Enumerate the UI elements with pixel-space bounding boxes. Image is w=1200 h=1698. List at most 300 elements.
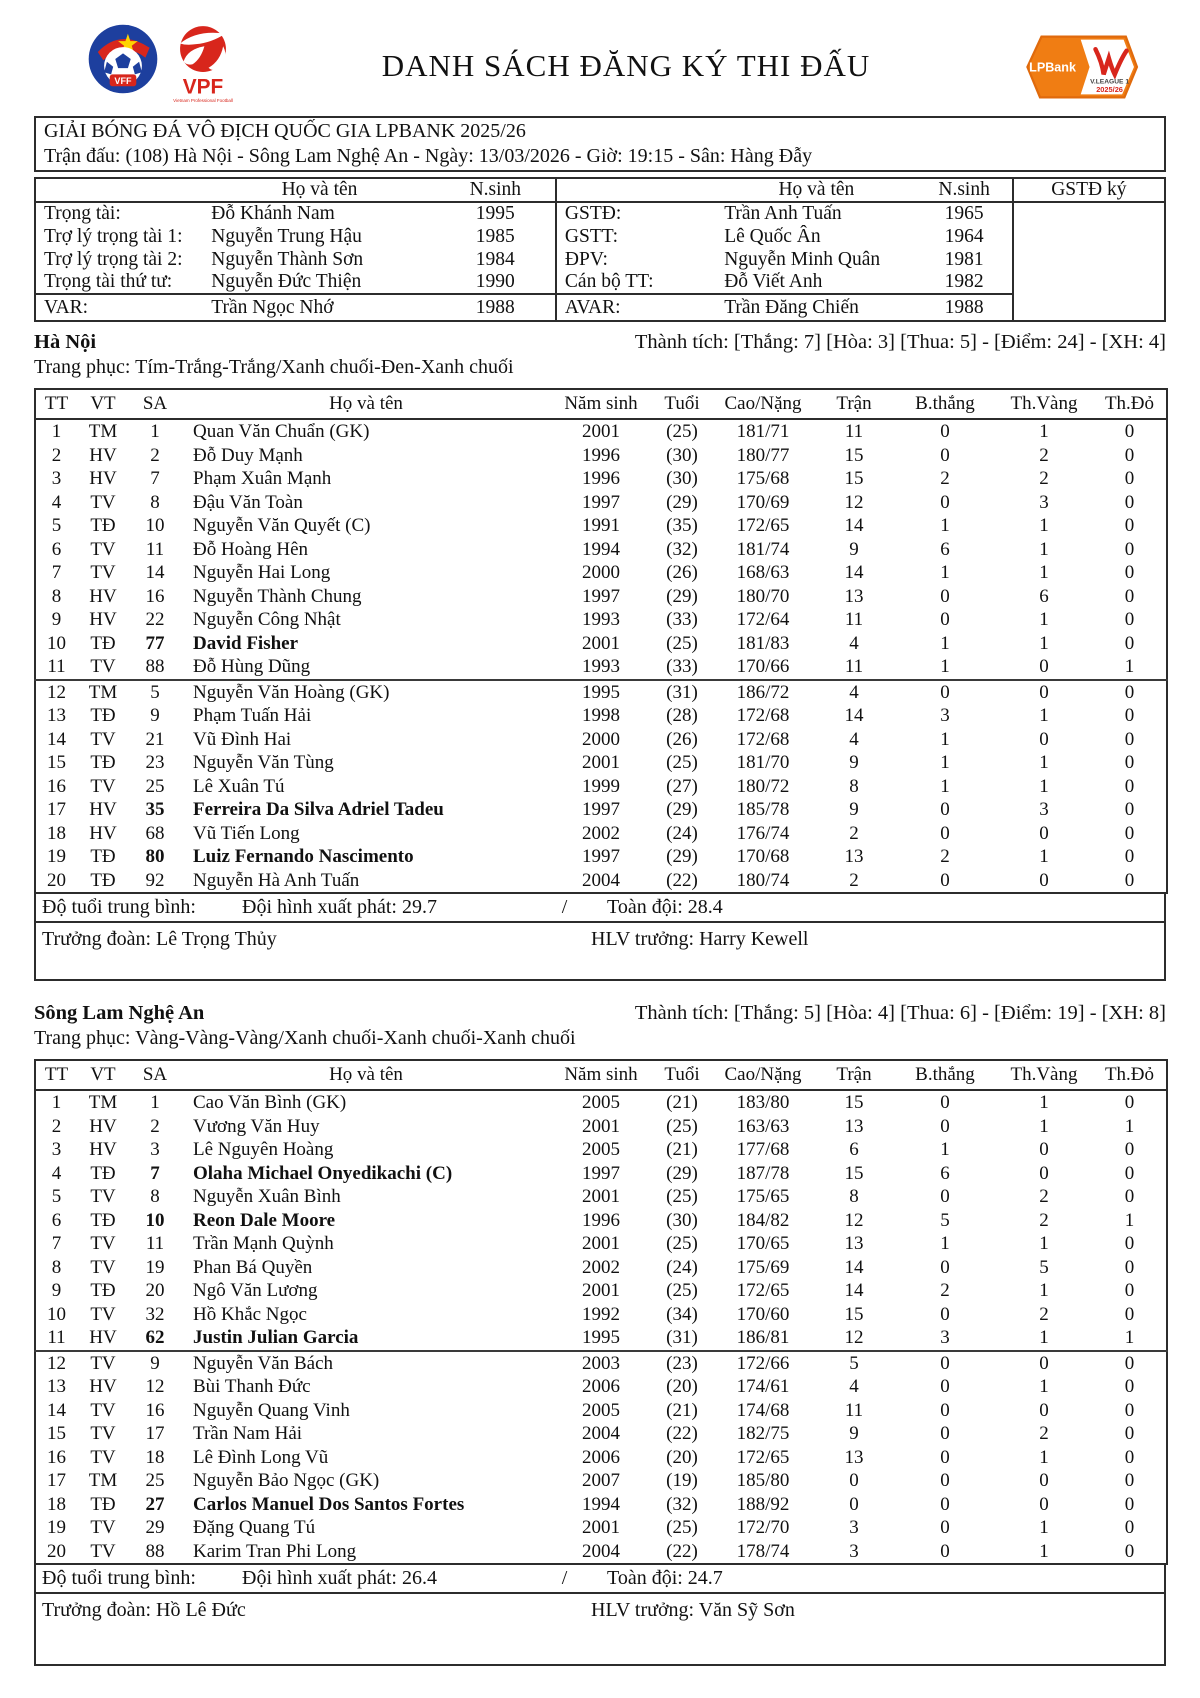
player-vt: TĐ xyxy=(90,1493,116,1515)
player-tt: 4 xyxy=(51,1162,62,1184)
player-goals: 1 xyxy=(940,515,950,536)
player-hw: 175/65 xyxy=(736,1186,790,1207)
player-goals: 0 xyxy=(940,869,950,891)
player-vt: TĐ xyxy=(90,752,116,773)
col-header: VT xyxy=(77,1060,129,1090)
player-sa: 14 xyxy=(145,562,165,583)
player-goals: 0 xyxy=(940,1423,950,1444)
player-red: 0 xyxy=(1124,1186,1135,1207)
player-matches: 15 xyxy=(844,1092,864,1113)
official-born: 1964 xyxy=(944,225,984,247)
player-red: 0 xyxy=(1124,822,1135,844)
player-tt: 7 xyxy=(51,1233,62,1254)
avg-age-xi: Đội hình xuất phát: 26.4 xyxy=(242,1567,437,1589)
player-sa: 3 xyxy=(150,1139,160,1160)
roster-table xyxy=(34,388,1168,894)
player-vt: TV xyxy=(90,1399,116,1421)
player-name: Nguyễn Văn Quyết (C) xyxy=(193,515,371,536)
player-hw: 170/69 xyxy=(736,491,790,513)
player-sa: 12 xyxy=(145,1376,165,1397)
player-matches: 14 xyxy=(844,705,864,726)
player-sa: 9 xyxy=(150,705,160,726)
player-name: Đỗ Duy Mạnh xyxy=(193,444,303,466)
player-tt: 9 xyxy=(51,1280,62,1301)
official-born: 1965 xyxy=(944,203,984,224)
player-red: 0 xyxy=(1124,1162,1135,1184)
player-matches: 6 xyxy=(849,1139,859,1160)
player-born: 1995 xyxy=(582,1327,620,1348)
player-matches: 9 xyxy=(849,1423,859,1444)
player-goals: 3 xyxy=(940,705,950,726)
player-age: (29) xyxy=(666,799,698,820)
player-age: (33) xyxy=(666,656,698,677)
player-yellow: 1 xyxy=(1039,421,1049,442)
player-yellow: 2 xyxy=(1039,1186,1049,1207)
player-age: (25) xyxy=(666,752,698,773)
player-row xyxy=(35,1256,1167,1280)
player-age: (25) xyxy=(666,1517,698,1538)
player-row xyxy=(35,680,1167,705)
player-born: 2001 xyxy=(582,1233,620,1254)
player-yellow: 0 xyxy=(1039,1139,1049,1160)
official-name: Lê Quốc Ân xyxy=(724,225,821,247)
player-tt: 3 xyxy=(51,468,62,489)
player-goals: 0 xyxy=(940,799,950,820)
player-yellow: 2 xyxy=(1039,1423,1049,1444)
league-badge xyxy=(1014,14,1166,109)
page-title: DANH SÁCH ĐĂNG KÝ THI ĐẤU xyxy=(381,48,871,83)
avg-age-label: Độ tuổi trung bình: xyxy=(42,1567,196,1589)
player-vt: TV xyxy=(90,1233,116,1254)
player-born: 2001 xyxy=(582,421,620,442)
player-red: 0 xyxy=(1124,705,1135,726)
player-row xyxy=(35,1375,1167,1399)
player-red: 0 xyxy=(1124,846,1135,867)
player-name: Nguyễn Bảo Ngọc (GK) xyxy=(193,1470,380,1491)
officials-row xyxy=(35,248,1165,271)
spacer-cell xyxy=(556,178,716,202)
player-sa: 92 xyxy=(145,869,165,891)
player-born: 1997 xyxy=(582,846,620,867)
player-hw: 170/65 xyxy=(736,1233,790,1254)
col-name-header: Họ và tên xyxy=(716,178,916,202)
player-tt: 19 xyxy=(47,1517,66,1538)
player-born: 2001 xyxy=(582,632,620,654)
player-tt: 15 xyxy=(47,752,66,773)
player-yellow: 3 xyxy=(1039,799,1049,820)
col-header: Họ và tên xyxy=(181,1060,551,1090)
federation-logos xyxy=(34,14,238,106)
player-goals: 0 xyxy=(940,585,950,607)
player-goals: 1 xyxy=(940,1233,950,1254)
avg-age-all: Toàn đội: 24.7 xyxy=(607,1567,723,1589)
vpf-subtitle: Vietnam Professional Football xyxy=(173,97,233,103)
player-red: 0 xyxy=(1124,585,1135,607)
player-red: 0 xyxy=(1124,562,1135,583)
player-tt: 19 xyxy=(47,846,66,867)
official-born: 1995 xyxy=(475,203,515,224)
col-header: Năm sinh xyxy=(551,1060,651,1090)
player-hw: 186/72 xyxy=(713,680,813,705)
player-goals: 0 xyxy=(940,1540,950,1562)
player-hw: 176/74 xyxy=(736,822,790,844)
player-red: 0 xyxy=(1124,1233,1135,1254)
player-yellow: 0 xyxy=(1039,656,1049,677)
avg-age-label: Độ tuổi trung bình: xyxy=(42,896,196,918)
player-name: Nguyễn Quang Vinh xyxy=(193,1399,350,1421)
player-tt: 14 xyxy=(47,728,66,750)
official-role: Trọng tài: xyxy=(44,203,121,224)
player-row xyxy=(35,514,1167,538)
col-sign-header: GSTĐ ký xyxy=(1013,178,1165,202)
official-role: Trợ lý trọng tài 2: xyxy=(44,248,183,270)
player-vt: TV xyxy=(90,1256,116,1278)
player-hw: 178/74 xyxy=(736,1540,790,1562)
player-goals: 0 xyxy=(940,491,950,513)
player-hw: 187/78 xyxy=(736,1162,790,1184)
player-matches: 14 xyxy=(844,1280,864,1301)
player-sa: 77 xyxy=(145,632,165,654)
player-goals: 0 xyxy=(940,1493,950,1515)
document-header xyxy=(34,14,1166,114)
player-yellow: 0 xyxy=(1039,1470,1049,1491)
player-age: (20) xyxy=(666,1376,698,1397)
player-name: Nguyễn Hà Anh Tuấn xyxy=(193,869,360,891)
player-age: (19) xyxy=(666,1470,698,1491)
player-born: 1993 xyxy=(582,656,620,677)
team-kit: Trang phục: Tím-Trắng-Trắng/Xanh chuối-Đen-Xanh chuối xyxy=(34,356,514,378)
player-sa: 22 xyxy=(145,609,165,630)
player-goals: 0 xyxy=(940,1376,950,1397)
player-yellow: 1 xyxy=(1039,775,1049,797)
player-row xyxy=(35,1232,1167,1256)
player-matches: 2 xyxy=(849,869,859,891)
player-tt: 6 xyxy=(51,1209,62,1231)
player-vt: HV xyxy=(89,585,117,607)
player-row xyxy=(35,491,1167,515)
player-matches: 8 xyxy=(849,1186,859,1207)
player-name: Vũ Đình Hai xyxy=(193,728,292,750)
player-row xyxy=(35,751,1167,775)
official-role: Trợ lý trọng tài 1: xyxy=(44,225,183,247)
player-matches: 13 xyxy=(844,1446,864,1468)
avg-age-all: Toàn đội: 28.4 xyxy=(607,896,723,918)
player-matches: 13 xyxy=(844,846,864,867)
player-goals: 0 xyxy=(940,609,950,630)
player-red: 0 xyxy=(1124,538,1135,560)
player-hw: 185/80 xyxy=(736,1470,790,1491)
player-age: (25) xyxy=(666,421,698,442)
col-header: Th.Vàng xyxy=(995,389,1093,419)
player-vt: TĐ xyxy=(90,1209,116,1231)
player-vt: TĐ xyxy=(90,632,116,654)
player-sa: 10 xyxy=(145,1209,165,1231)
player-name: Justin Julian Garcia xyxy=(193,1327,359,1348)
player-vt: HV xyxy=(89,468,117,489)
player-goals: 0 xyxy=(940,1092,950,1113)
player-red: 0 xyxy=(1124,515,1135,536)
player-goals: 0 xyxy=(940,1470,950,1491)
player-goals: 0 xyxy=(940,1399,950,1421)
player-matches: 15 xyxy=(844,468,864,489)
player-red: 0 xyxy=(1124,632,1135,654)
avg-age-box xyxy=(34,894,1166,923)
col-header: TT xyxy=(35,1060,77,1090)
official-name: Đỗ Khánh Nam xyxy=(211,203,335,224)
player-red: 0 xyxy=(1124,752,1135,773)
player-hw: 181/74 xyxy=(736,538,790,560)
officials-row xyxy=(35,225,1165,248)
team-section-slna xyxy=(34,1002,1166,1666)
player-name: Cao Văn Bình (GK) xyxy=(193,1092,347,1113)
player-hw: 183/80 xyxy=(736,1092,790,1113)
player-born: 2002 xyxy=(582,1256,620,1278)
player-vt: HV xyxy=(89,444,117,466)
player-tt: 17 xyxy=(47,799,66,820)
player-goals: 0 xyxy=(940,1256,950,1278)
player-matches: 9 xyxy=(849,799,859,820)
col-born-header: N.sinh xyxy=(436,178,556,202)
player-vt: TM xyxy=(77,680,129,705)
team-name: Sông Lam Nghệ An xyxy=(34,1002,205,1024)
player-matches: 15 xyxy=(844,1162,864,1184)
player-hw: 172/66 xyxy=(713,1351,813,1376)
player-red: 1 xyxy=(1124,1209,1135,1231)
player-born: 1996 xyxy=(582,1209,620,1231)
player-hw: 181/71 xyxy=(736,421,790,442)
season-label: 2025/26 xyxy=(1096,85,1123,95)
player-matches: 4 xyxy=(849,728,859,750)
player-born: 1997 xyxy=(582,585,620,607)
player-tt: 12 xyxy=(35,1351,77,1376)
player-sa: 27 xyxy=(145,1493,165,1515)
staff-box xyxy=(34,1594,1166,1666)
player-matches: 12 xyxy=(844,491,864,513)
roster-body xyxy=(35,419,1167,893)
player-hw: 163/63 xyxy=(736,1115,790,1137)
player-age: (21) xyxy=(666,1139,698,1160)
player-sa: 8 xyxy=(150,1186,160,1207)
player-goals: 1 xyxy=(940,562,950,583)
player-hw: 184/82 xyxy=(736,1209,790,1231)
player-row xyxy=(35,1209,1167,1233)
player-vt: TĐ xyxy=(90,1280,116,1301)
player-name: Lê Xuân Tú xyxy=(193,775,285,797)
roster-header-row xyxy=(35,1060,1167,1090)
player-red: 0 xyxy=(1124,1423,1135,1444)
player-hw: 182/75 xyxy=(736,1423,790,1444)
team-record: Thành tích: [Thắng: 7] [Hòa: 3] [Thua: 5] - [Điểm: 24] - [XH: 4] xyxy=(634,331,1166,353)
player-goals: 0 xyxy=(940,421,950,442)
player-age: (21) xyxy=(666,1399,698,1421)
player-age: (25) xyxy=(666,1280,698,1301)
vpf-label: VPF xyxy=(182,75,224,99)
vpf-logo-icon xyxy=(168,24,238,106)
player-tt: 3 xyxy=(51,1139,62,1160)
player-row xyxy=(35,1469,1167,1493)
head-coach: HLV trưởng: Văn Sỹ Sơn xyxy=(591,1599,795,1621)
player-row xyxy=(35,585,1167,609)
player-goals: 0 xyxy=(940,1186,950,1207)
player-hw: 180/72 xyxy=(736,775,790,797)
player-matches: 0 xyxy=(849,1493,859,1515)
player-age: (30) xyxy=(666,468,698,489)
player-tt: 13 xyxy=(47,705,66,726)
player-name: Lê Đình Long Vũ xyxy=(193,1446,329,1468)
player-yellow: 1 xyxy=(1039,1517,1049,1538)
player-name: Nguyễn Thành Chung xyxy=(193,585,362,607)
vff-logo-icon xyxy=(88,24,158,94)
avg-age-xi: Đội hình xuất phát: 29.7 xyxy=(242,896,437,918)
player-tt: 18 xyxy=(47,1493,66,1515)
player-goals: 2 xyxy=(940,846,950,867)
player-vt: HV xyxy=(89,1139,117,1160)
player-vt: TV xyxy=(90,491,116,513)
roster-table xyxy=(34,1059,1168,1565)
player-born: 2006 xyxy=(582,1376,620,1397)
player-yellow: 3 xyxy=(1039,491,1049,513)
player-goals: 3 xyxy=(940,1327,950,1348)
player-yellow: 1 xyxy=(1039,1115,1049,1137)
player-red: 0 xyxy=(1124,491,1135,513)
player-goals: 5 xyxy=(940,1209,950,1231)
player-name: Vương Văn Huy xyxy=(193,1115,320,1137)
player-name: Nguyễn Văn Tùng xyxy=(193,752,334,773)
official-born: 1985 xyxy=(475,225,515,247)
team-section-hanoi xyxy=(34,331,1166,981)
player-hw: 168/63 xyxy=(736,562,790,583)
player-age: (29) xyxy=(666,1162,698,1184)
player-name: Phạm Xuân Mạnh xyxy=(193,468,332,489)
officials-row xyxy=(35,202,1165,225)
player-matches: 15 xyxy=(844,1303,864,1325)
player-sa: 11 xyxy=(145,1233,165,1254)
player-vt: TV xyxy=(90,538,116,560)
player-vt: HV xyxy=(89,609,117,630)
player-row xyxy=(35,1399,1167,1423)
tournament-title: GIẢI BÓNG ĐÁ VÔ ĐỊCH QUỐC GIA LPBANK 2025/26 xyxy=(44,120,526,142)
player-born: 2000 xyxy=(582,562,620,583)
player-born: 2005 xyxy=(582,1139,620,1160)
player-yellow: 1 xyxy=(1039,515,1049,536)
player-yellow: 1 xyxy=(1039,752,1049,773)
player-vt: HV xyxy=(89,799,117,820)
avg-age-box xyxy=(34,1565,1166,1594)
player-row xyxy=(35,775,1167,799)
player-name: Vũ Tiến Long xyxy=(193,822,300,844)
player-matches: 11 xyxy=(844,1399,864,1421)
player-vt: HV xyxy=(89,1115,117,1137)
player-sa: 2 xyxy=(150,444,160,466)
player-matches: 4 xyxy=(813,680,895,705)
col-header: Trận xyxy=(813,1060,895,1090)
player-row xyxy=(35,632,1167,656)
player-matches: 0 xyxy=(849,1470,859,1491)
player-tt: 12 xyxy=(35,680,77,705)
player-hw: 172/64 xyxy=(736,609,790,630)
player-hw: 180/70 xyxy=(736,585,790,607)
player-age: (30) xyxy=(666,444,698,466)
player-sa: 5 xyxy=(129,680,181,705)
player-name: Trần Nam Hải xyxy=(193,1423,303,1444)
player-born: 2007 xyxy=(582,1470,620,1491)
player-tt: 11 xyxy=(47,1327,66,1348)
player-hw: 172/65 xyxy=(736,515,790,536)
player-hw: 170/60 xyxy=(736,1303,790,1325)
official-born: 1988 xyxy=(917,294,1013,321)
player-goals: 1 xyxy=(940,1139,950,1160)
col-header: B.thắng xyxy=(895,1060,995,1090)
player-age: (33) xyxy=(666,609,698,630)
player-red: 0 xyxy=(1124,468,1135,489)
col-header: VT xyxy=(77,389,129,419)
col-born-header: N.sinh xyxy=(917,178,1013,202)
col-header: Cao/Nặng xyxy=(713,389,813,419)
player-matches: 14 xyxy=(844,1256,864,1278)
player-sa: 1 xyxy=(150,1092,160,1113)
official-born: 1984 xyxy=(475,248,515,270)
player-born: 2000 xyxy=(582,728,620,750)
avg-age-separator: / xyxy=(561,896,568,918)
player-yellow: 0 xyxy=(1039,822,1049,844)
player-born: 1996 xyxy=(582,444,620,466)
player-age: (25) xyxy=(666,632,698,654)
player-age: (24) xyxy=(666,1256,698,1278)
player-yellow: 1 xyxy=(1039,538,1049,560)
player-row xyxy=(35,704,1167,728)
player-row xyxy=(35,1493,1167,1517)
officials-table xyxy=(34,177,1166,322)
official-born: 1988 xyxy=(436,294,556,321)
player-name: Nguyễn Công Nhật xyxy=(193,609,341,630)
col-header: Năm sinh xyxy=(551,389,651,419)
player-red: 0 xyxy=(1124,1540,1135,1562)
player-goals: 0 xyxy=(940,1303,950,1325)
player-row xyxy=(35,444,1167,468)
official-name: Trần Đăng Chiến xyxy=(716,294,916,321)
player-red: 1 xyxy=(1124,1115,1135,1137)
player-yellow: 2 xyxy=(1039,1209,1049,1231)
player-matches: 4 xyxy=(849,1376,859,1397)
player-goals: 0 xyxy=(940,1446,950,1468)
player-hw: 180/77 xyxy=(736,444,790,466)
player-vt: TĐ xyxy=(90,515,116,536)
player-age: (27) xyxy=(666,775,698,797)
player-born: 2005 xyxy=(582,1092,620,1113)
player-matches: 15 xyxy=(844,444,864,466)
player-tt: 2 xyxy=(51,444,62,466)
player-sa: 25 xyxy=(145,1470,165,1491)
col-header: Tuổi xyxy=(651,389,713,419)
player-name: Quan Văn Chuẩn (GK) xyxy=(193,421,370,442)
col-header: Họ và tên xyxy=(181,389,551,419)
player-red: 0 xyxy=(1124,1280,1135,1301)
player-name: Lê Nguyên Hoàng xyxy=(193,1139,334,1160)
player-row xyxy=(35,728,1167,752)
player-sa: 17 xyxy=(145,1423,165,1444)
player-vt: TV xyxy=(90,562,116,583)
player-name: Luiz Fernando Nascimento xyxy=(193,846,414,867)
player-name: Nguyễn Văn Bách xyxy=(181,1351,551,1376)
player-age: (28) xyxy=(666,705,698,726)
official-name: Trần Anh Tuấn xyxy=(724,203,842,224)
player-tt: 11 xyxy=(47,656,66,677)
officials-header-row xyxy=(35,178,1165,202)
player-name: Carlos Manuel Dos Santos Fortes xyxy=(193,1493,465,1515)
player-hw: 174/68 xyxy=(736,1399,790,1421)
player-born: 1997 xyxy=(582,491,620,513)
official-name: Nguyễn Minh Quân xyxy=(724,248,881,270)
